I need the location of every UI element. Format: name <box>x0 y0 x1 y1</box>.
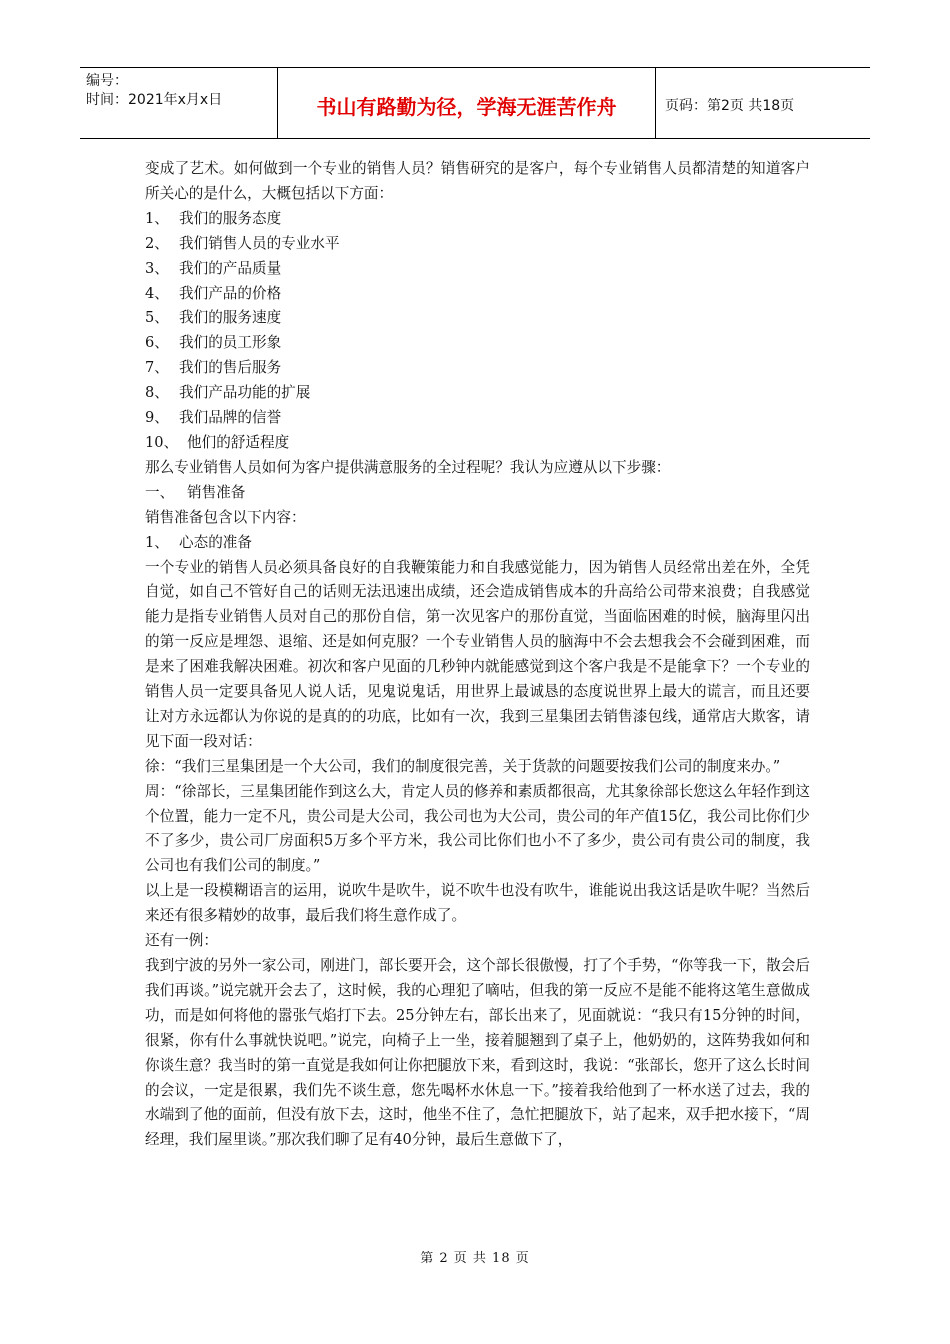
dialog-zhou: 周：“徐部长，三星集团能作到这么大，肯定人员的修养和素质都很高，尤其象徐部长您这么年轻作到这个位置，能力一定不凡，贵公司是大公司，我公司也为大公司，贵公司的年产值15亿，我公司比你们少不了多少，贵公司厂房面积5万多个平方米，我公司比你们也小不了多少，贵公司有贵公司的制度，我公司也有我们公司的制度。” <box>145 782 810 875</box>
list-text: 他们的舒适程度 <box>187 433 290 451</box>
list-text: 我们的员工形象 <box>179 334 282 352</box>
question-paragraph: 那么专业销售人员如何为客户提供满意服务的全过程呢？我认为应遵从以下步骤： <box>145 458 671 476</box>
mindset-paragraph: 一个专业的销售人员必须具备良好的自我鞭策能力和自我感觉能力，因为销售人员经常出差在外，全凭自觉，如自己不管好自己的话则无法迅速出成绩，还会造成销售成本的升高给公司带来浪费；自我感觉能力是指专业销售人员对自己的那份自信，第一次见客户的那份直觉，当面临困难的时候，脑海里闪出的第一反应是埋怨、退缩、还是如何克服？一个专业销售人员的脑海中不会去想我会不会碰到困难，而是来了困难我解决困难。初次和客户见面的几秒钟内就能感觉到这个客户我是不是能拿下？一个专业的销售人员一定要具备见人说人话，见鬼说鬼话，用世界上最诚恳的态度说世界上最大的谎言，而且还要让对方永远都认为你说的是真的的功底，比如有一次，我到三星集团去销售漆包线，通常店大欺客，请见下面一段对话： <box>145 558 810 750</box>
header-page-info: 页码：第2页 共18页 <box>665 98 795 114</box>
document-body <box>145 157 810 1153</box>
section-number: 一、 <box>145 483 175 501</box>
list-item <box>145 282 810 307</box>
list-text: 我们的服务速度 <box>179 309 282 327</box>
list-number: 9、 <box>145 409 169 427</box>
list-item <box>145 381 810 406</box>
vague-language-paragraph: 以上是一段模糊语言的运用，说吹牛是吹牛，说不吹牛也没有吹牛，谁能说出我这话是吹牛呢？当然后来还有很多精妙的故事，最后我们将生意作成了。 <box>145 882 810 925</box>
header-number-label: 编号： <box>86 73 128 89</box>
section-intro: 销售准备包含以下内容： <box>145 508 306 526</box>
list-number: 5、 <box>145 309 169 327</box>
header-motto: 书山有路勤为径，学海无涯苦作舟 <box>278 68 656 138</box>
subsection-title: 心态的准备 <box>179 533 252 551</box>
list-text: 我们的产品质量 <box>179 259 282 277</box>
list-item <box>145 406 810 431</box>
list-number: 2、 <box>145 234 169 252</box>
list-item <box>145 331 810 356</box>
list-text: 我们的售后服务 <box>179 359 282 377</box>
list-item <box>145 257 810 282</box>
header-meta-cell <box>80 68 278 138</box>
list-item <box>145 207 810 232</box>
list-number: 10、 <box>145 433 179 451</box>
list-text: 我们产品的价格 <box>179 284 282 302</box>
list-item <box>145 232 810 257</box>
list-item <box>145 431 810 456</box>
subsection-heading <box>145 531 810 556</box>
subsection-number: 1、 <box>145 533 169 551</box>
list-item <box>145 306 810 331</box>
intro-paragraph: 变成了艺术。如何做到一个专业的销售人员？销售研究的是客户，每个专业销售人员都清楚的知道客户所关心的是什么，大概包括以下方面： <box>145 160 810 202</box>
header-time-label: 时间：2021年x月x日 <box>86 92 223 108</box>
list-number: 1、 <box>145 209 169 227</box>
section-title: 销售准备 <box>187 483 246 501</box>
list-text: 我们产品功能的扩展 <box>179 384 311 402</box>
list-text: 我们的服务态度 <box>179 209 282 227</box>
another-example-label: 还有一例： <box>145 932 218 950</box>
list-number: 8、 <box>145 384 169 402</box>
list-text: 我们销售人员的专业水平 <box>179 234 340 252</box>
dialog-xu: 徐：“我们三星集团是一个大公司，我们的制度很完善，关于货款的问题要按我们公司的制度来办。” <box>145 757 781 775</box>
page-footer: 第 2 页 共 18 页 <box>420 1251 530 1266</box>
list-text: 我们品牌的信誉 <box>179 409 282 427</box>
list-item <box>145 356 810 381</box>
ningbo-paragraph: 我到宁波的另外一家公司，刚进门，部长要开会，这个部长很傲慢，打了个手势，“你等我一下，散会后我们再谈。”说完就开会去了，这时候，我的心理犯了嘀咕，但我的第一反应不是能不能将这笔生意做成功，而是如何将他的嚣张气焰打下去。25分钟左右，部长出来了，见面就说：“我只有15分钟的时间，很紧，你有什么事就快说吧。”说完，向椅子上一坐，接着腿翘到了桌子上，他奶奶的，这阵势我如何和你谈生意？我当时的第一直觉是我如何让你把腿放下来，看到这时，我说：“张部长，您开了这么长时间的会议，一定是很累，我们先不谈生意，您先喝杯水休息一下。”接着我给他到了一杯水送了过去，我的水端到了他的面前，但没有放下去，这时，他坐不住了，急忙把腿放下，站了起来，双手把水接下，“周经理，我们屋里谈。”那次我们聊了足有40分钟，最后生意做下了， <box>145 957 810 1149</box>
section-heading <box>145 481 810 506</box>
document-header <box>80 67 870 139</box>
list-number: 7、 <box>145 359 169 377</box>
list-number: 6、 <box>145 334 169 352</box>
list-number: 4、 <box>145 284 169 302</box>
list-number: 3、 <box>145 259 169 277</box>
